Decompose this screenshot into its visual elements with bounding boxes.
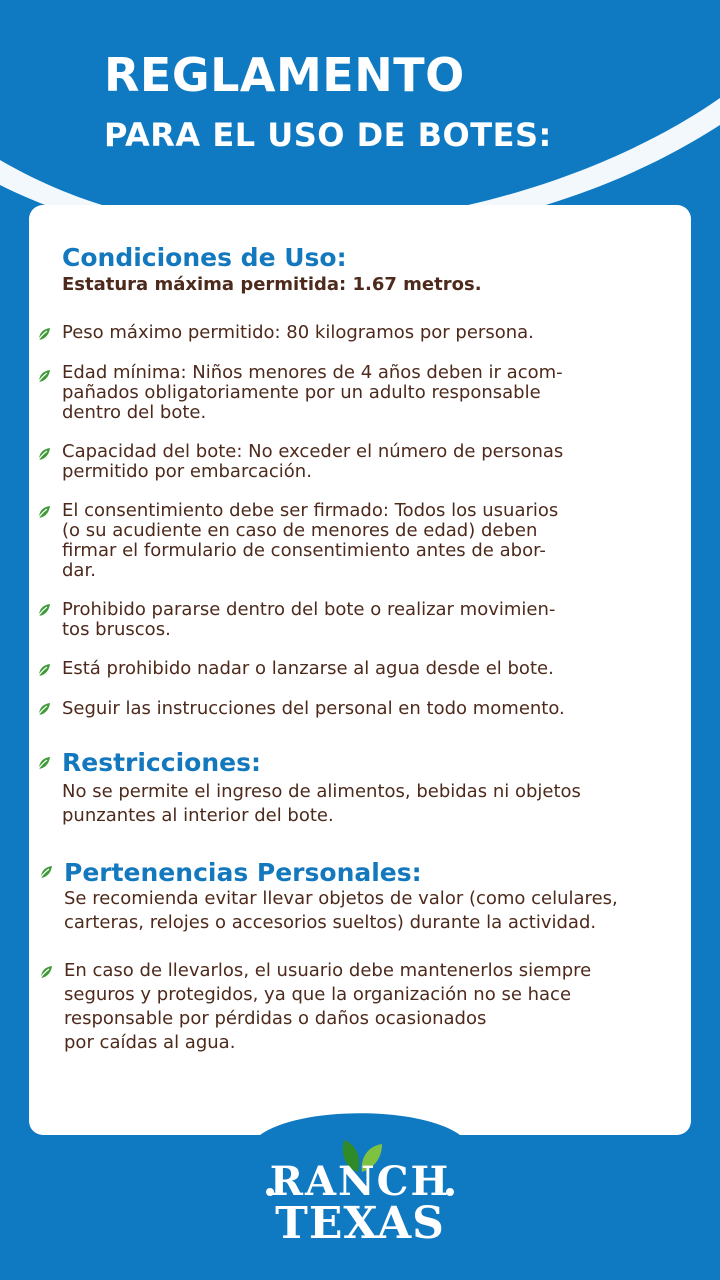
- leaf-icon: [39, 865, 53, 879]
- leaf-icon: [37, 327, 51, 341]
- leaf-icon: [37, 505, 51, 519]
- rule-age: Edad mínima: Niños menores de 4 años deben ir acom- pañados obligatoriamente por un adulto responsable dentro del bote.: [62, 362, 563, 423]
- belongings-text: Se recomienda evitar llevar objetos de valor (como celulares, carteras, relojes o accesorios sueltos) durante la actividad.: [64, 888, 618, 933]
- restrictions-heading: Restricciones:: [62, 748, 261, 777]
- ranch-texas-logo: [0, 1100, 720, 1280]
- restrictions-text: No se permite el ingreso de alimentos, bebidas ni objetos punzantes al interior del bote.: [62, 781, 581, 826]
- belongings-heading: Pertenencias Personales:: [64, 858, 422, 887]
- leaf-icon: [37, 756, 51, 770]
- rule-no-standing: Prohibido pararse dentro del bote o realizar movimien- tos bruscos.: [62, 599, 556, 640]
- rule-weight: Peso máximo permitido: 80 kilogramos por persona.: [62, 322, 534, 343]
- leaf-icon: [39, 965, 53, 979]
- max-height-rule: Estatura máxima permitida: 1.67 metros.: [62, 274, 482, 295]
- leaf-icon: [37, 663, 51, 677]
- leaf-icon: [37, 447, 51, 461]
- page-subtitle: PARA EL USO DE BOTES:: [104, 116, 552, 154]
- leaf-icon: [37, 603, 51, 617]
- rules-card: [29, 205, 691, 1135]
- page-title: REGLAMENTO: [104, 48, 465, 102]
- rule-follow-staff: Seguir las instrucciones del personal en todo momento.: [62, 698, 565, 719]
- logo-texas-text: TEXAS: [275, 1198, 445, 1249]
- logo-ranch-text: RANCH: [269, 1158, 451, 1205]
- leaf-icon: [37, 369, 51, 383]
- rule-capacity: Capacidad del bote: No exceder el número de personas permitido por embarcación.: [62, 441, 564, 482]
- belongings-note: En caso de llevarlos, el usuario debe mantenerlos siempre seguros y protegidos, ya que la organización no se hace responsable por pérdidas o daños ocasionados por caídas al agua.: [64, 960, 592, 1053]
- rule-consent: El consentimiento debe ser firmado: Todos los usuarios (o su acudiente en caso de menores de edad) deben firmar el formulario de consentimiento antes de abor- dar.: [62, 500, 559, 581]
- leaf-icon: [37, 702, 51, 716]
- rule-no-swimming: Está prohibido nadar o lanzarse al agua desde el bote.: [62, 658, 554, 679]
- conditions-heading: Condiciones de Uso:: [62, 243, 347, 272]
